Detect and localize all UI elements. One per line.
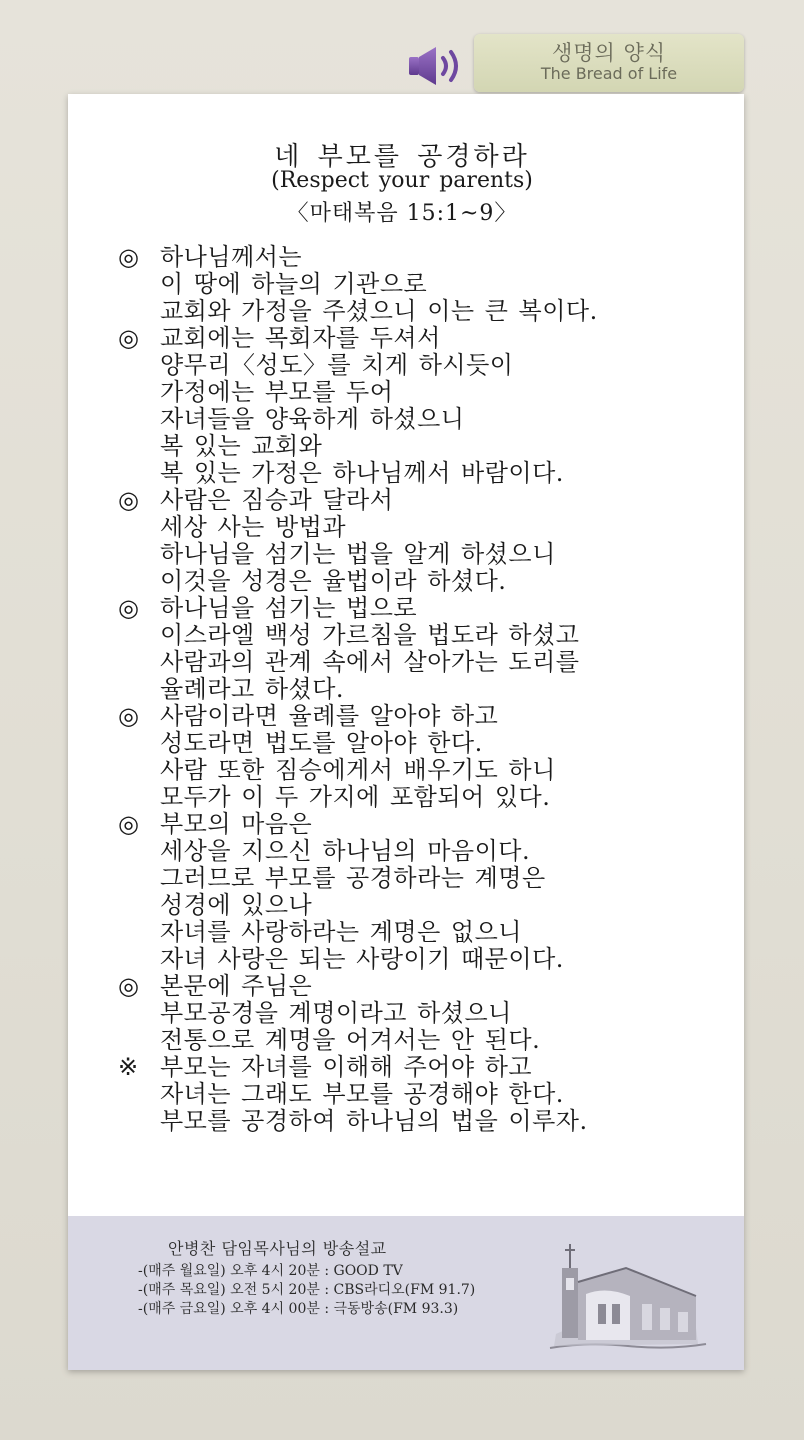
text-line: 사람은 짐승과 달라서	[160, 486, 394, 514]
sermon-subtitle: (Respect your parents)	[271, 168, 533, 193]
paragraph	[118, 973, 728, 1054]
paragraph	[118, 1054, 728, 1135]
sermon-title: 네 부모를 공경하라	[274, 142, 530, 172]
text-line: 부모는 자녀를 이해해 주어야 하고	[160, 1053, 533, 1081]
schedule-row: -(매주 목요일) 오전 5시 20분 : CBS라디오(FM 91.7)	[138, 1282, 476, 1298]
text-line: 자녀 사랑은 되는 사랑이기 때문이다.	[160, 945, 564, 973]
text-line: 자녀들을 양육하게 하셨으니	[160, 405, 465, 433]
text-line: 교회에는 목회자를 두셔서	[160, 324, 441, 352]
paragraph	[118, 487, 728, 595]
paragraph	[118, 811, 728, 973]
paragraph	[118, 703, 728, 811]
text-line: 부모공경을 계명이라고 하셨으니	[160, 999, 512, 1027]
bullet-mark: ◎	[118, 594, 140, 622]
paragraph	[118, 595, 728, 703]
broadcast-title: 안병찬 담임목사님의 방송설교	[168, 1239, 387, 1258]
text-line: 이 땅에 하늘의 기관으로	[160, 270, 428, 298]
text-line: 부모를 공경하여 하나님의 법을 이루자.	[160, 1107, 588, 1135]
bullet-mark: ◎	[118, 810, 140, 838]
schedule-row: -(매주 월요일) 오후 4시 20분 : GOOD TV	[138, 1263, 403, 1279]
text-line: 성경에 있으나	[160, 891, 313, 919]
text-line: 자녀는 그래도 부모를 공경해야 한다.	[160, 1080, 564, 1108]
text-line: 세상을 지으신 하나님의 마음이다.	[160, 837, 531, 865]
brand-badge	[474, 34, 744, 92]
bullet-mark: ◎	[118, 972, 140, 1000]
schedule-row: -(매주 금요일) 오후 4시 00분 : 극동방송(FM 93.3)	[138, 1301, 459, 1317]
broadcast-schedule	[138, 1262, 475, 1319]
text-line: 사람이라면 율례를 알아야 하고	[160, 702, 499, 730]
text-line: 부모의 마음은	[160, 810, 313, 838]
text-line: 자녀를 사랑하라는 계명은 없으니	[160, 918, 522, 946]
text-line: 본문에 주님은	[160, 972, 313, 1000]
paragraph	[118, 244, 728, 325]
paragraph	[118, 325, 728, 487]
text-line: 하나님께서는	[160, 243, 303, 271]
text-line: 이스라엘 백성 가르침을 법도라 하셨고	[160, 621, 580, 649]
bullet-mark: ◎	[118, 486, 140, 514]
text-line: 하나님을 섬기는 법을 알게 하셨으니	[160, 540, 556, 568]
speaker-icon[interactable]	[406, 44, 470, 88]
brand-title-korean: 생명의 양식	[551, 41, 667, 65]
text-line: 복 있는 교회와	[160, 432, 323, 460]
text-line: 율례라고 하셨다.	[160, 675, 345, 703]
text-line: 사람과의 관계 속에서 살아가는 도리를	[160, 648, 580, 676]
text-line: 하나님을 섬기는 법으로	[160, 594, 418, 622]
bullet-mark: ◎	[118, 243, 140, 271]
text-line: 성도라면 법도를 알아야 한다.	[160, 729, 483, 757]
brand-title-english: The Bread of Life	[540, 64, 678, 83]
text-line: 모두가 이 두 가지에 포함되어 있다.	[160, 783, 551, 811]
text-line: 전통으로 계명을 어겨서는 안 된다.	[160, 1026, 541, 1054]
bullet-mark: ◎	[118, 324, 140, 352]
text-line: 교회와 가정을 주셨으니 이는 큰 복이다.	[160, 297, 598, 325]
church-building-icon	[546, 1238, 710, 1354]
scripture-reference: 〈마태복음 15:1~9〉	[286, 201, 518, 226]
text-line: 이것을 성경은 율법이라 하셨다.	[160, 567, 507, 595]
text-line: 사람 또한 짐승에게서 배우기도 하니	[160, 756, 556, 784]
text-line: 가정에는 부모를 두어	[160, 378, 394, 406]
text-line: 세상 사는 방법과	[160, 513, 347, 541]
note-mark: ※	[118, 1053, 139, 1081]
sermon-body	[118, 244, 728, 1135]
text-line: 그러므로 부모를 공경하라는 계명은	[160, 864, 546, 892]
bullet-mark: ◎	[118, 702, 140, 730]
text-line: 복 있는 가정은 하나님께서 바람이다.	[160, 459, 564, 487]
text-line: 양무리〈성도〉를 치게 하시듯이	[160, 351, 514, 379]
